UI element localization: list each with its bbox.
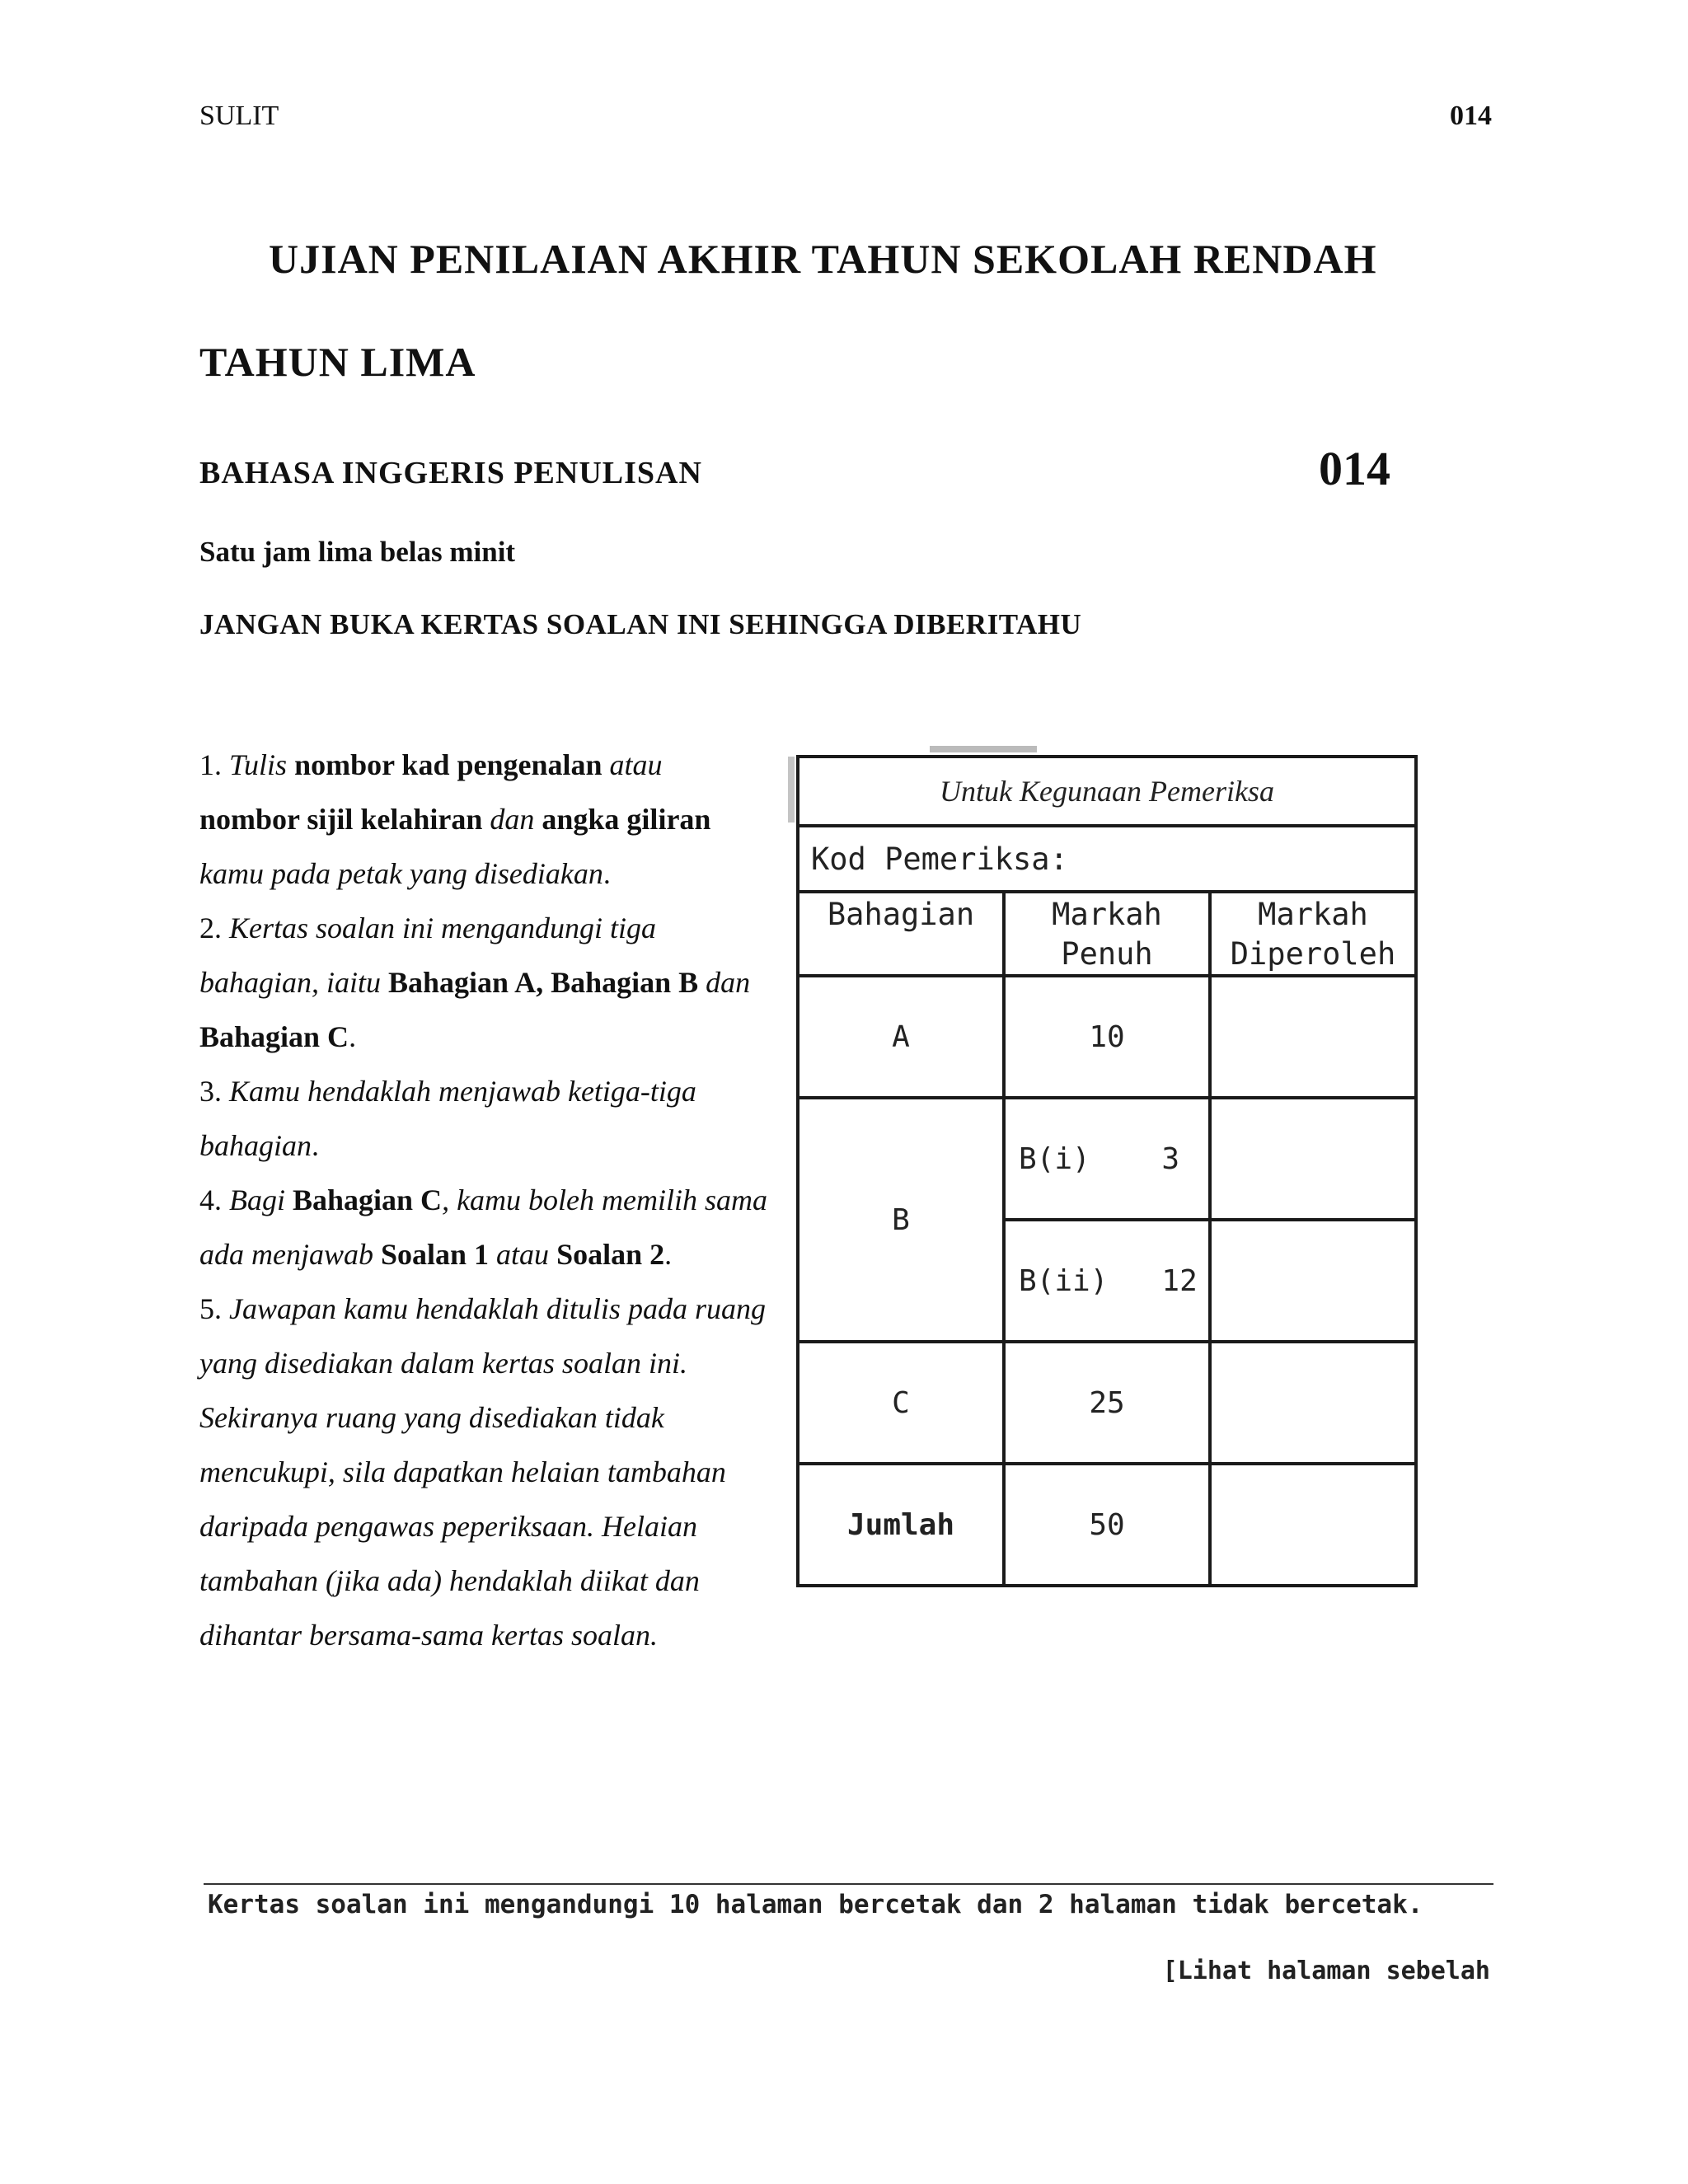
table-row	[798, 1342, 1416, 1464]
exam-level: TAHUN LIMA	[199, 339, 476, 385]
header-classification: SULIT	[199, 101, 279, 131]
bahagian-cell: C	[798, 1342, 1004, 1464]
bahagian-cell: B	[798, 1098, 1004, 1342]
table-row	[798, 1098, 1416, 1220]
examiner-table	[796, 755, 1418, 1587]
instruction-1: 1. Tulis nombor kad pengenalan atau nombor sijil kelahiran dan angka giliran kamu pada petak yang disediakan.	[199, 748, 711, 890]
markah-penuh-cell: B(ii) 12	[1004, 1220, 1210, 1342]
table-row	[798, 976, 1416, 1098]
instruction-4: 4. Bagi Bahagian C, kamu boleh memilih sama ada menjawab Soalan 1 atau Soalan 2.	[199, 1183, 768, 1271]
scan-artifact	[788, 757, 795, 823]
markah-penuh-cell: 10	[1004, 976, 1210, 1098]
next-page-note: [Lihat halaman sebelah	[1162, 1957, 1490, 1985]
col-header-markah-penuh: Markah Penuh	[1004, 892, 1210, 976]
col-header-bahagian: Bahagian	[798, 892, 1004, 976]
markah-penuh-cell: 50	[1004, 1464, 1210, 1586]
exam-title: UJIAN PENILAIAN AKHIR TAHUN SEKOLAH RENDAH	[269, 236, 1377, 282]
markah-diperoleh-cell[interactable]	[1210, 1220, 1416, 1342]
markah-diperoleh-cell[interactable]	[1210, 976, 1416, 1098]
header-paper-code: 014	[1450, 101, 1492, 131]
instructions	[199, 738, 768, 1662]
examiner-code-field[interactable]: Kod Pemeriksa:	[798, 826, 1416, 892]
instruction-3: 3. Kamu hendaklah menjawab ketiga-tiga bahagian.	[199, 1075, 696, 1162]
footer-divider	[204, 1883, 1493, 1885]
markah-penuh-cell: 25	[1004, 1342, 1210, 1464]
instruction-2: 2. Kertas soalan ini mengandungi tiga bahagian, iaitu Bahagian A, Bahagian B dan Bahagian C.	[199, 912, 751, 1053]
examiner-table-title: Untuk Kegunaan Pemeriksa	[798, 757, 1416, 826]
col-header-markah-diperoleh: Markah Diperoleh	[1210, 892, 1416, 976]
exam-duration: Satu jam lima belas minit	[199, 536, 516, 568]
table-row	[798, 1464, 1416, 1586]
markah-penuh-cell: B(i) 3	[1004, 1098, 1210, 1220]
bahagian-cell: A	[798, 976, 1004, 1098]
markah-diperoleh-cell[interactable]	[1210, 1098, 1416, 1220]
instruction-5: 5. Jawapan kamu hendaklah ditulis pada ruang yang disediakan dalam kertas soalan ini. Sekiranya ruang yang disediakan tidak mencukupi, sila dapatkan helaian tambahan daripada pengawas peperiksaan. Helaian tambahan (jika ada) hendaklah diikat dan dihantar bersama-sama kertas soalan.	[199, 1292, 766, 1652]
jumlah-cell: Jumlah	[798, 1464, 1004, 1586]
exam-warning: JANGAN BUKA KERTAS SOALAN INI SEHINGGA DIBERITAHU	[199, 608, 1082, 640]
subject-code: 014	[1319, 442, 1390, 495]
subject-name: BAHASA INGGERIS PENULISAN	[199, 456, 702, 490]
markah-diperoleh-cell[interactable]	[1210, 1464, 1416, 1586]
markah-diperoleh-cell[interactable]	[1210, 1342, 1416, 1464]
scan-artifact	[930, 746, 1037, 752]
page-count-note: Kertas soalan ini mengandungi 10 halaman bercetak dan 2 halaman tidak bercetak.	[208, 1890, 1423, 1919]
